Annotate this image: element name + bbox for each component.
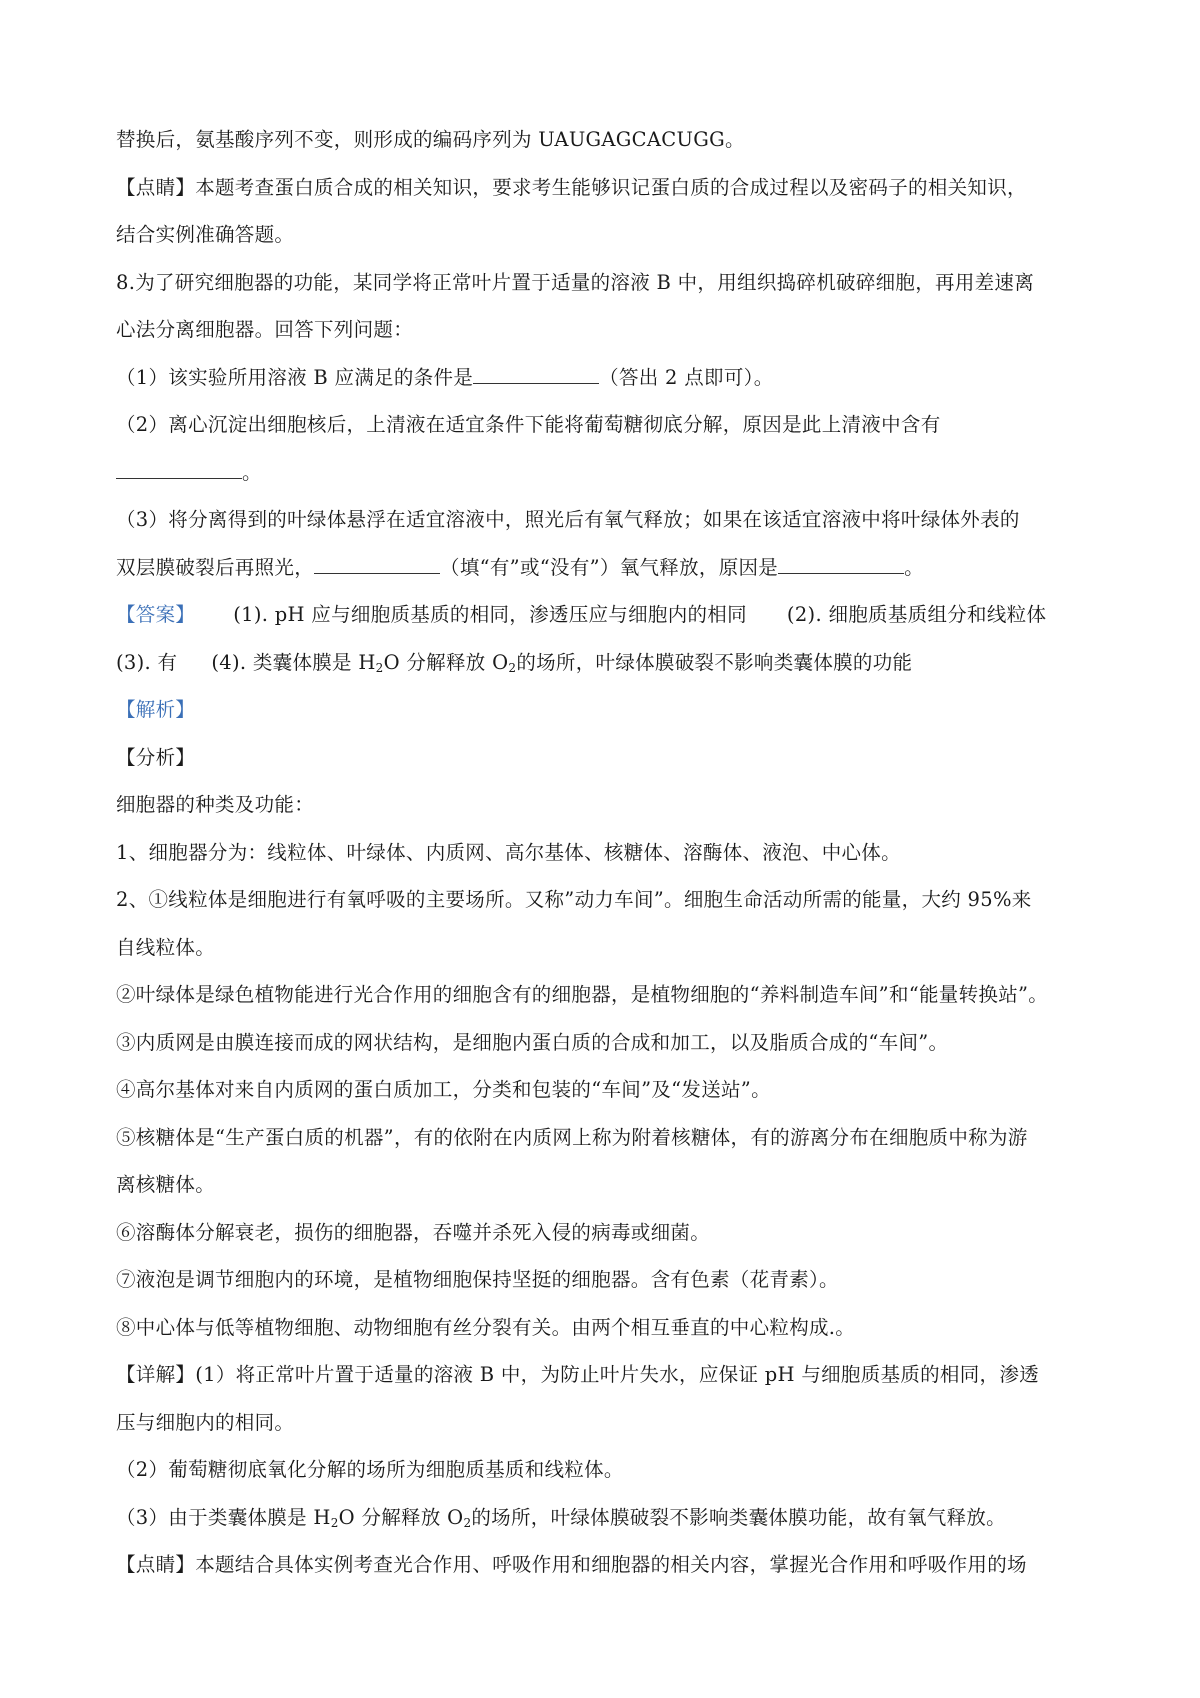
- text-line: 1、细胞器分为：线粒体、叶绿体、内质网、高尔基体、核糖体、溶酶体、液泡、中心体。: [116, 840, 901, 864]
- xiangjie-line: 【详解】(1）将正常叶片置于适量的溶液 B 中，为防止叶片失水，应保证 pH 与细胞质基质的相同，渗透: [116, 1363, 1039, 1386]
- text-line: 自线粒体。: [116, 935, 216, 959]
- dianjing-line: 【点睛】本题结合具体实例考查光合作用、呼吸作用和细胞器的相关内容，掌握光合作用和呼吸作用的场: [116, 1553, 1027, 1576]
- part-1-hint: （答出 2 点即可）。: [599, 365, 774, 389]
- part-1-text: （1）该实验所用溶液 B 应满足的条件是: [116, 365, 474, 389]
- text-line: ⑦液泡是调节细胞内的环境，是植物细胞保持坚挺的细胞器。含有色素（花青素）。: [116, 1268, 839, 1291]
- part-3-text: 双层膜破裂后再照光，: [116, 555, 315, 579]
- question-8-part-3: （3）将分离得到的叶绿体悬浮在适宜溶液中，照光后有氧气释放；如果在该适宜溶液中将叶绿体外表的: [116, 508, 1020, 531]
- question-8-part-2: （2）离心沉淀出细胞核后，上清液在适宜条件下能将葡萄糖彻底分解，原因是此上清液中含有: [116, 413, 941, 436]
- period: 。: [904, 555, 924, 579]
- dianjing-line: 【点睛】本题考查蛋白质合成的相关知识，要求考生能够识记蛋白质的合成过程以及密码子的相关知识，: [116, 175, 1027, 199]
- answer-blank: [116, 460, 242, 479]
- period: 。: [242, 460, 262, 484]
- answer-line-2: [116, 639, 1096, 687]
- fenxi-heading: 【分析】: [116, 745, 196, 769]
- text-line: （3）由于类囊体膜是 $H_2O$ 分解释放 $O_2$的场所，叶绿体膜破裂不影响类囊体膜功能，故有氧气释放。: [116, 1505, 1006, 1530]
- text-line: （2）葡萄糖彻底氧化分解的场所为细胞质基质和线粒体。: [116, 1458, 624, 1481]
- question-8-part-1: [116, 354, 1096, 402]
- text-line: 结合实例准确答题。: [116, 223, 295, 246]
- text-line: ④高尔基体对来自内质网的蛋白质加工，分类和包装的“车间”及“发送站”。: [116, 1078, 771, 1101]
- part-3-text-2: （填“有”或“没有”）氧气释放，原因是: [440, 555, 779, 579]
- text-line: 压与细胞内的相同。: [116, 1410, 295, 1434]
- question-8-stem: 8.为了研究细胞器的功能，某同学将正常叶片置于适量的溶液 B 中，用组织捣碎机破碎细胞，再用差速离: [116, 270, 1035, 294]
- answer-blank: [314, 555, 440, 574]
- text-line: ③内质网是由膜连接而成的网状结构，是细胞内蛋白质的合成和加工，以及脂质合成的“车间”。: [116, 1030, 949, 1054]
- answer-line: [116, 591, 1096, 639]
- text-line: 心法分离细胞器。回答下列问题：: [116, 318, 414, 341]
- question-8-part-2-cont: [116, 449, 1096, 497]
- text-line: 2、①线粒体是细胞进行有氧呼吸的主要场所。又称”动力车间”。细胞生命活动所需的能量，大约 95%来: [116, 888, 1032, 911]
- text-line: ②叶绿体是绿色植物能进行光合作用的细胞含有的细胞器，是植物细胞的“养料制造车间”和“能量转换站”。: [116, 983, 1049, 1006]
- text-line: 细胞器的种类及功能：: [116, 793, 315, 816]
- text-line: ⑥溶酶体分解衰老，损伤的细胞器，吞噬并杀死入侵的病毒或细菌。: [116, 1220, 711, 1244]
- text-line: 替换后，氨基酸序列不变，则形成的编码序列为 UAUGAGCACUGG。: [116, 128, 745, 151]
- text-line: ⑧中心体与低等植物细胞、动物细胞有丝分裂有关。由两个相互垂直的中心粒构成.。: [116, 1315, 856, 1339]
- answer-3: (3). 有: [116, 650, 178, 674]
- answer-1: (1). pH 应与细胞质基质的相同，渗透压应与细胞内的相同: [233, 603, 747, 626]
- question-8-part-3-cont: [116, 544, 1096, 592]
- text-line: ⑤核糖体是“生产蛋白质的机器”，有的依附在内质网上称为附着核糖体，有的游离分布在细胞质中称为游: [116, 1125, 1028, 1149]
- jiexi-tag: 【解析】: [116, 698, 196, 721]
- answer-tag: 【答案】: [116, 603, 196, 626]
- answer-4: (4). 类囊体膜是 $H_2O$ 分解释放 $O_2$的场所，叶绿体膜破裂不影响类囊体膜的功能: [211, 650, 913, 675]
- answer-blank: [473, 365, 599, 384]
- text-line: 离核糖体。: [116, 1173, 216, 1196]
- document-page: [116, 116, 1096, 1589]
- answer-blank: [778, 555, 904, 574]
- answer-2: (2). 细胞质基质组分和线粒体: [786, 603, 1047, 626]
